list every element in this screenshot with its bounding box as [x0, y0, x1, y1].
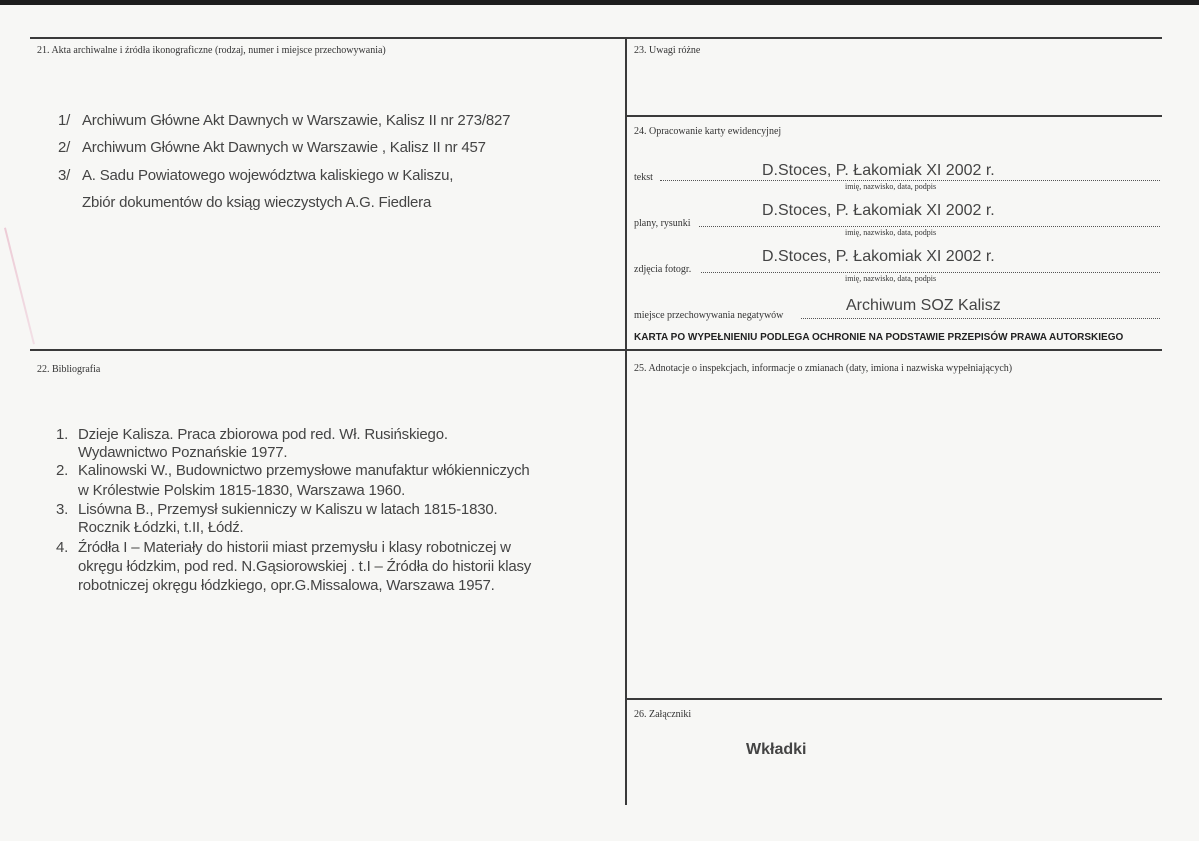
bibliography-item-4	[56, 539, 511, 556]
item-number: 1.	[56, 426, 69, 443]
item-number: 2/	[58, 139, 71, 156]
archive-item-2	[58, 139, 486, 156]
bibliography-item-2	[56, 462, 530, 479]
margin-mark	[4, 228, 35, 345]
center-divider	[625, 37, 627, 805]
section-24-label: 24. Opracowanie karty ewidencyjnej	[634, 126, 782, 137]
drawings-field-label: plany, rysunki	[634, 218, 691, 229]
drawings-author-signature: D.Stoces, P. Łakomiak XI 2002 r.	[762, 202, 995, 219]
bibliography-item-4-line-2: okręgu łódzkim, pod red. N.Gąsiorowskiej . t.I – Źródła do historii klasy	[78, 558, 532, 575]
copyright-notice: KARTA PO WYPEŁNIENIU PODLEGA OCHRONIE NA PODSTAWIE PRZEPISÓW PRAWA AUTORSKIEGO	[634, 332, 1124, 343]
photos-field-label: zdjęcia fotogr.	[634, 264, 692, 275]
archive-item-1	[58, 112, 510, 129]
top-rule	[30, 37, 1162, 39]
rule-23-24	[625, 115, 1162, 117]
photos-caption: imię, nazwisko, data, podpis	[845, 274, 937, 283]
bibliography-item-1	[56, 426, 448, 443]
negatives-location-value: Archiwum SOZ Kalisz	[846, 297, 1001, 314]
drawings-dotted-line	[699, 226, 1160, 227]
negatives-location-label: miejsce przechowywania negatywów	[634, 310, 784, 321]
photos-dotted-line	[701, 272, 1160, 273]
item-number: 1/	[58, 112, 71, 129]
bibliography-item-3-line-2: Rocznik Łódzki, t.II, Łódź.	[78, 519, 244, 536]
drawings-caption: imię, nazwisko, data, podpis	[845, 228, 937, 237]
item-line: Źródła I – Materiały do historii miast przemysłu i klasy robotniczej w	[78, 539, 511, 556]
middle-rule	[30, 349, 1162, 351]
item-number: 3/	[58, 167, 71, 184]
section-26-label: 26. Załączniki	[634, 709, 692, 720]
section-23-label: 23. Uwagi różne	[634, 45, 701, 56]
archive-item-3	[58, 167, 453, 184]
text-dotted-line	[660, 180, 1160, 181]
item-line: Kalinowski W., Budownictwo przemysłowe manufaktur włókienniczych	[78, 462, 530, 479]
item-text: Archiwum Główne Akt Dawnych w Warszawie , Kalisz II nr 457	[82, 139, 486, 156]
bibliography-item-1-line-2: Wydawnictwo Poznańskie 1977.	[78, 444, 288, 461]
text-field-label: tekst	[634, 172, 653, 183]
section-22-label: 22. Bibliografia	[37, 364, 101, 375]
rule-25-26	[625, 698, 1162, 700]
archive-item-3-continued: Zbiór dokumentów do ksiąg wieczystych A.G. Fiedlera	[82, 194, 432, 211]
text-author-signature: D.Stoces, P. Łakomiak XI 2002 r.	[762, 162, 995, 178]
item-text: A. Sadu Powiatowego województwa kaliskiego w Kaliszu,	[82, 167, 454, 184]
bibliography-item-4-line-3: robotniczej okręgu łódzkiego, opr.G.Missalowa, Warszawa 1957.	[78, 577, 495, 594]
attachments-value: Wkładki	[746, 741, 807, 758]
item-line: Dzieje Kalisza. Praca zbiorowa pod red. Wł. Rusińskiego.	[78, 426, 448, 443]
photos-author-signature: D.Stoces, P. Łakomiak XI 2002 r.	[762, 248, 995, 265]
bibliography-item-3	[56, 501, 497, 518]
item-text: Archiwum Główne Akt Dawnych w Warszawie, Kalisz II nr 273/827	[82, 112, 511, 129]
section-25-label: 25. Adnotacje o inspekcjach, informacje o zmianach (daty, imiona i nazwiska wypełniających)	[634, 363, 1013, 374]
item-number: 4.	[56, 539, 69, 556]
bibliography-item-2-line-2: w Królestwie Polskim 1815-1830, Warszawa 1960.	[78, 482, 406, 499]
scan-top-edge	[0, 0, 1199, 5]
item-line: Lisówna B., Przemysł sukienniczy w Kaliszu w latach 1815-1830.	[78, 501, 498, 518]
item-number: 2.	[56, 462, 69, 479]
item-number: 3.	[56, 501, 69, 518]
section-21-label: 21. Akta archiwalne i źródła ikonograficzne (rodzaj, numer i miejsce przechowywania)	[37, 45, 386, 56]
text-caption: imię, nazwisko, data, podpis	[845, 182, 937, 191]
negatives-dotted-line	[801, 318, 1160, 319]
